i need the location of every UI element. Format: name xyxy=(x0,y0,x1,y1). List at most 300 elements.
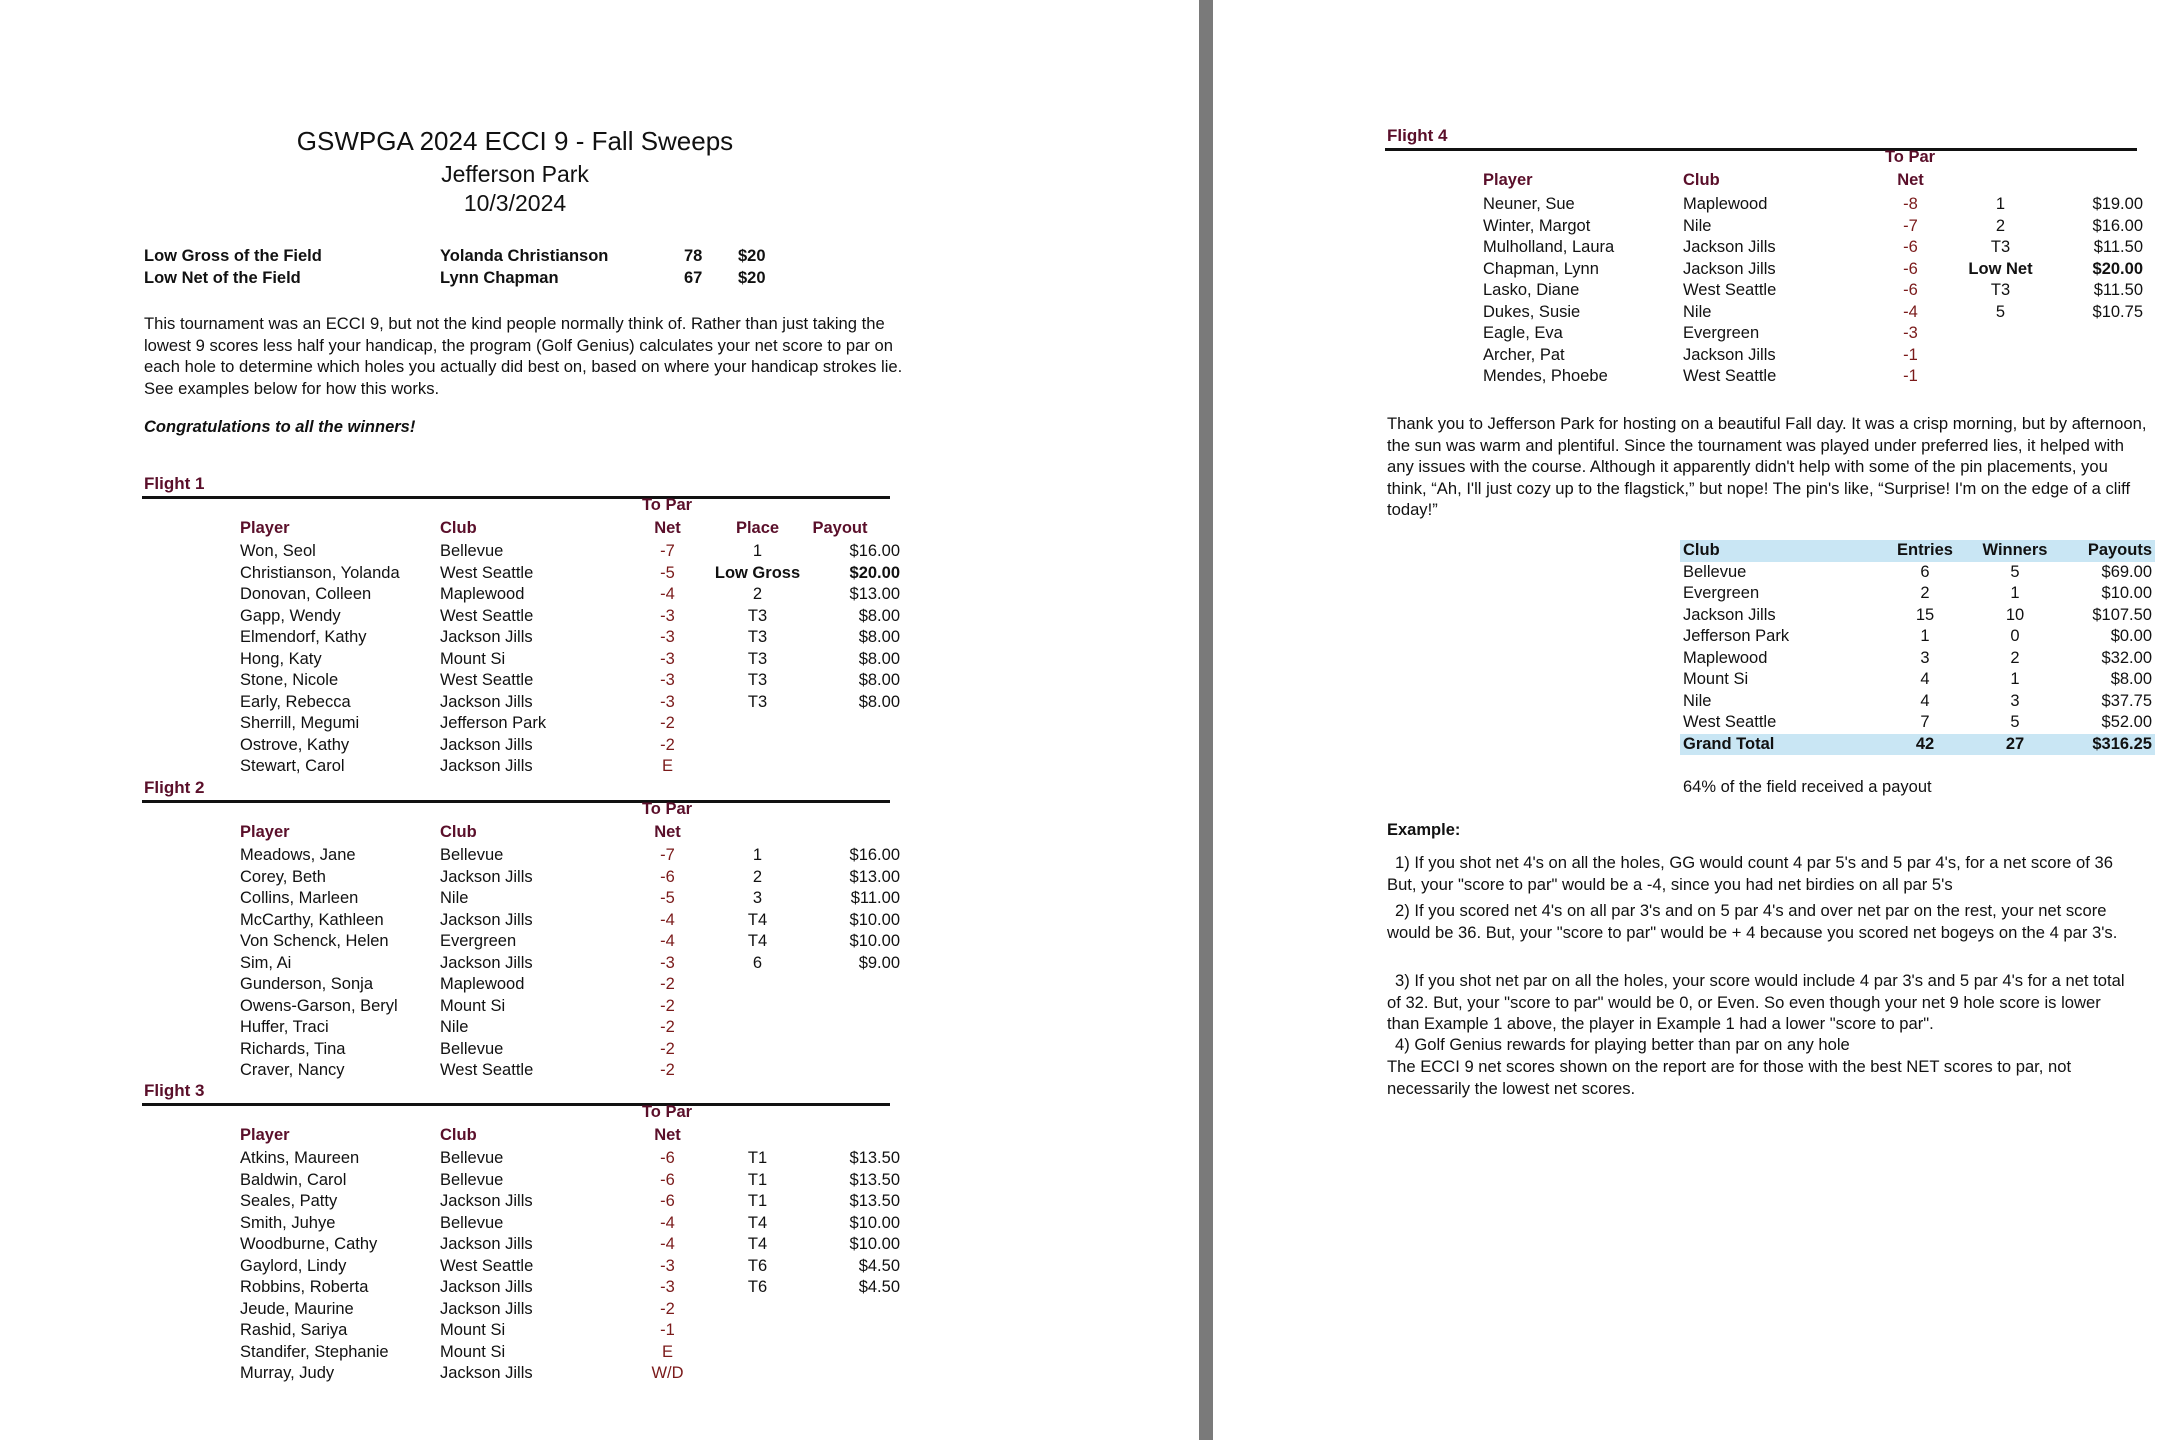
player-club: Nile xyxy=(440,889,469,907)
flight-1-rule xyxy=(142,496,890,499)
place xyxy=(695,756,820,778)
to-par-net: -1 xyxy=(660,1321,675,1339)
flight-3-table xyxy=(240,1148,900,1385)
place xyxy=(1938,345,2063,367)
player-name: Gapp, Wendy xyxy=(240,606,341,625)
flight-4-table xyxy=(1483,194,2143,388)
player-row xyxy=(240,1148,900,1170)
player-club: West Seattle xyxy=(440,671,534,689)
player-club: Jackson Jills xyxy=(440,735,533,754)
to-par-net: -6 xyxy=(660,1149,675,1167)
summary-header-winners: Winners xyxy=(1970,540,2060,562)
to-par-net: -4 xyxy=(660,585,675,603)
player-name: Sim, Ai xyxy=(240,953,292,972)
to-par-net: -2 xyxy=(660,1061,675,1079)
player-club: Jackson Jills xyxy=(1683,238,1776,256)
player-club: Jackson Jills xyxy=(440,910,533,929)
to-par-net: -5 xyxy=(660,563,675,582)
to-par-net: -7 xyxy=(1903,216,1918,235)
summary-header-club: Club xyxy=(1680,540,1880,562)
flight-1-table xyxy=(240,541,900,778)
to-par-net: -1 xyxy=(1903,345,1918,364)
to-par-net: -3 xyxy=(660,1278,675,1296)
example-item: 3) If you shot net par on all the holes, your score would include 4 par 3's and 5 par 4's for a net total of 32. But, your "score to par" would be 0, or Even. So even though your net 9 hole score is lower than Example 1 above, the player in Example 1 had a lower "score to par". xyxy=(1387,971,2125,1033)
to-par-net: -8 xyxy=(1903,195,1918,213)
summary-header-row xyxy=(1680,540,2155,562)
to-par-net: -4 xyxy=(1903,302,1918,321)
to-par-net: -2 xyxy=(660,1299,675,1318)
to-par-net: -7 xyxy=(660,542,675,560)
club-header: Club xyxy=(1683,171,1720,189)
player-name: Won, Seol xyxy=(240,542,316,560)
place: T6 xyxy=(747,1278,768,1296)
player-name: McCarthy, Kathleen xyxy=(240,910,384,929)
player-row xyxy=(240,1234,900,1256)
player-name: Atkins, Maureen xyxy=(240,1149,360,1167)
to-par-net: -6 xyxy=(1903,238,1918,256)
player-row xyxy=(240,867,900,889)
net-header: Net xyxy=(654,823,681,841)
report-title: GSWPGA 2024 ECCI 9 - Fall Sweeps xyxy=(296,126,734,156)
to-par-net: -2 xyxy=(660,735,675,754)
place xyxy=(695,1363,820,1385)
player-header: Player xyxy=(1483,171,1533,189)
player-name: Baldwin, Carol xyxy=(240,1170,347,1189)
club-summary-table xyxy=(1680,540,2155,755)
payout xyxy=(2063,345,2143,367)
summary-winners: 10 xyxy=(2005,605,2025,624)
flight-3-rule xyxy=(142,1103,890,1106)
flight-4-rule xyxy=(1385,148,2137,151)
player-row xyxy=(240,996,900,1018)
player-name: Dukes, Susie xyxy=(1483,302,1581,321)
player-row xyxy=(240,692,900,714)
to-par-net: -3 xyxy=(660,953,675,972)
player-row xyxy=(240,541,900,563)
player-club: Jackson Jills xyxy=(440,628,533,646)
place xyxy=(695,1017,820,1039)
to-par-net: -4 xyxy=(660,932,675,950)
player-name: Archer, Pat xyxy=(1483,345,1565,364)
player-name: Corey, Beth xyxy=(240,867,326,886)
payout-note: 64% of the field received a payout xyxy=(1683,778,1932,796)
payout: $19.00 xyxy=(2092,195,2143,213)
player-club: Jackson Jills xyxy=(440,867,533,886)
summary-entries: 4 xyxy=(1920,691,1930,710)
place: T3 xyxy=(747,671,768,689)
player-row xyxy=(240,649,900,671)
award-label: Low Net of the Field xyxy=(144,269,301,287)
to-par-net: -2 xyxy=(660,975,675,993)
example-item: 1) If you shot net 4's on all the holes, GG would count 4 par 5's and 5 par 4's, for a net score of 36 But, your "score to par" would be a -4, since you had net birdies on all par 5's xyxy=(1387,853,2113,894)
payout: $16.00 xyxy=(849,542,900,560)
club-header: Club xyxy=(440,519,477,537)
player-name: Owens-Garson, Beryl xyxy=(240,996,398,1015)
player-club: Bellevue xyxy=(440,846,504,864)
payout: $8.00 xyxy=(858,692,900,711)
place: T4 xyxy=(747,1213,768,1232)
player-club: Bellevue xyxy=(440,542,504,560)
to-par-net: -3 xyxy=(1903,324,1918,342)
payout: $8.00 xyxy=(858,671,900,689)
place-header: Place xyxy=(735,519,780,537)
summary-club: Nile xyxy=(1683,691,1712,710)
place: 2 xyxy=(752,867,763,886)
place: T4 xyxy=(747,932,768,950)
player-name: Woodburne, Cathy xyxy=(240,1235,378,1253)
player-club: Nile xyxy=(1683,216,1712,235)
payout: $13.50 xyxy=(849,1192,900,1210)
to-par-net: -2 xyxy=(660,714,675,732)
payout: $13.00 xyxy=(849,585,900,603)
player-row xyxy=(240,1191,900,1213)
player-club: Jackson Jills xyxy=(440,1278,533,1296)
congrats-text: Congratulations to all the winners! xyxy=(144,418,416,436)
player-club: Jackson Jills xyxy=(1683,259,1776,278)
to-par-net: -6 xyxy=(660,1170,675,1189)
place xyxy=(695,996,820,1018)
summary-club: Jefferson Park xyxy=(1683,627,1790,645)
summary-row xyxy=(1680,626,2155,648)
player-name: Gunderson, Sonja xyxy=(240,975,374,993)
example-item: 4) Golf Genius rewards for playing better than par on any hole xyxy=(1395,1035,1850,1054)
place: T4 xyxy=(747,910,768,929)
example-item: 2) If you scored net 4's on all par 3's and on 5 par 4's and over net par on the rest, your net score would be 36. But, your "score to par" would be + 4 because you scored net bogeys on the 4 par 3's. xyxy=(1387,901,2118,942)
to-par-net: E xyxy=(661,757,673,775)
payout xyxy=(820,1320,900,1342)
to-par-net: -3 xyxy=(660,649,675,668)
player-club: West Seattle xyxy=(440,563,534,582)
summary-total-row xyxy=(1680,734,2155,756)
payout: $11.50 xyxy=(2093,281,2143,299)
summary-payouts: $32.00 xyxy=(2101,648,2152,667)
summary-payouts: $316.25 xyxy=(2060,734,2155,756)
player-club: Maplewood xyxy=(440,975,525,993)
to-par-net: -3 xyxy=(660,692,675,711)
page-right xyxy=(1213,0,2174,1440)
payout: $4.50 xyxy=(858,1256,900,1275)
place: T3 xyxy=(1990,238,2011,256)
payout: $4.50 xyxy=(858,1278,900,1296)
player-club: Jackson Jills xyxy=(440,1235,533,1253)
summary-club: Grand Total xyxy=(1680,734,1880,756)
payout: $13.50 xyxy=(849,1170,900,1189)
summary-winners: 1 xyxy=(2010,584,2020,602)
summary-club: Jackson Jills xyxy=(1683,605,1776,624)
payout xyxy=(820,713,900,735)
payout: $10.00 xyxy=(849,910,900,929)
to-par-net: -2 xyxy=(660,1039,675,1058)
place: T3 xyxy=(747,628,768,646)
payout: $8.00 xyxy=(858,649,900,668)
award-prize: $20 xyxy=(738,269,766,287)
player-name: Christianson, Yolanda xyxy=(240,563,400,582)
award-player: Lynn Chapman xyxy=(440,269,559,287)
payout: $8.00 xyxy=(858,606,900,625)
award-score: 67 xyxy=(684,269,703,287)
place xyxy=(695,1060,820,1082)
payout: $10.00 xyxy=(849,1235,900,1253)
player-club: Mount Si xyxy=(440,1321,506,1339)
player-name: Elmendorf, Kathy xyxy=(240,628,367,646)
player-name: Richards, Tina xyxy=(240,1039,346,1058)
player-name: Winter, Margot xyxy=(1483,216,1591,235)
summary-entries: 4 xyxy=(1920,670,1930,688)
summary-entries: 3 xyxy=(1920,648,1930,667)
summary-payouts: $69.00 xyxy=(2101,562,2152,581)
to-par-net: -3 xyxy=(660,671,675,689)
flight-2-label: Flight 2 xyxy=(144,778,205,797)
net-header: Net xyxy=(654,1126,681,1144)
summary-payouts: $10.00 xyxy=(2101,584,2152,602)
player-row xyxy=(240,910,900,932)
summary-winners: 27 xyxy=(1970,734,2060,756)
player-row xyxy=(240,845,900,867)
summary-entries: 2 xyxy=(1920,584,1930,602)
player-header: Player xyxy=(240,1126,290,1144)
summary-row xyxy=(1680,562,2155,584)
player-row xyxy=(240,563,900,585)
place: T3 xyxy=(1990,281,2011,299)
to-par-net: -3 xyxy=(660,606,675,625)
payout xyxy=(2063,366,2143,388)
player-name: Jeude, Maurine xyxy=(240,1299,354,1318)
summary-entries: 15 xyxy=(1915,605,1935,624)
player-club: Nile xyxy=(440,1018,469,1036)
player-row xyxy=(1483,280,2143,302)
summary-payouts: $52.00 xyxy=(2101,713,2152,731)
place: Low Gross xyxy=(714,563,801,582)
player-row xyxy=(240,1170,900,1192)
club-header: Club xyxy=(440,1126,477,1144)
to-par-net: -4 xyxy=(660,1235,675,1253)
payout xyxy=(820,1342,900,1364)
player-header: Player xyxy=(240,519,290,537)
player-name: Donovan, Colleen xyxy=(240,585,372,603)
place: T4 xyxy=(747,1235,768,1253)
summary-club: Evergreen xyxy=(1683,584,1760,602)
place: 2 xyxy=(1995,216,2006,235)
player-club: West Seattle xyxy=(1683,367,1777,385)
player-name: Murray, Judy xyxy=(240,1364,335,1382)
club-header: Club xyxy=(440,823,477,841)
payout xyxy=(820,1017,900,1039)
flight-2-rule xyxy=(142,800,890,803)
player-row xyxy=(240,1299,900,1321)
report-date: 10/3/2024 xyxy=(463,190,567,216)
summary-entries: 1 xyxy=(1920,627,1930,645)
payout xyxy=(820,1299,900,1321)
to-par-net: -2 xyxy=(660,996,675,1015)
summary-winners: 5 xyxy=(2010,562,2020,581)
player-row xyxy=(240,756,900,778)
player-row xyxy=(240,888,900,910)
flight-1-label: Flight 1 xyxy=(144,474,205,493)
net-header: Net xyxy=(1897,171,1924,189)
to-par-net: E xyxy=(661,1342,673,1361)
flight-4-label: Flight 4 xyxy=(1387,126,1448,145)
summary-club: West Seattle xyxy=(1683,713,1777,731)
award-label: Low Gross of the Field xyxy=(144,247,322,265)
to-par-net: -7 xyxy=(660,846,675,864)
player-name: Sherrill, Megumi xyxy=(240,714,360,732)
summary-row xyxy=(1680,648,2155,670)
payout: $10.00 xyxy=(849,932,900,950)
payout: $10.75 xyxy=(2092,302,2143,321)
place: 1 xyxy=(752,542,763,560)
player-name: Robbins, Roberta xyxy=(240,1278,369,1296)
player-name: Hong, Katy xyxy=(240,649,322,668)
player-row xyxy=(240,670,900,692)
to-par-net: -3 xyxy=(660,1256,675,1275)
place: T3 xyxy=(747,649,768,668)
player-row xyxy=(240,584,900,606)
place xyxy=(1938,366,2063,388)
player-name: Meadows, Jane xyxy=(240,846,356,864)
player-name: Mulholland, Laura xyxy=(1483,238,1615,256)
player-row xyxy=(240,1363,900,1385)
player-club: West Seattle xyxy=(440,1256,534,1275)
player-row xyxy=(240,1277,900,1299)
summary-header-entries: Entries xyxy=(1880,540,1970,562)
player-club: Bellevue xyxy=(440,1149,504,1167)
place: 1 xyxy=(752,846,763,864)
payout xyxy=(820,996,900,1018)
player-row xyxy=(1483,345,2143,367)
to-par-net: -4 xyxy=(660,1213,675,1232)
place: 2 xyxy=(752,585,763,603)
place xyxy=(695,974,820,996)
player-club: Nile xyxy=(1683,302,1712,321)
player-row xyxy=(1483,323,2143,345)
payout xyxy=(820,1039,900,1061)
summary-winners: 1 xyxy=(2010,670,2020,688)
payout xyxy=(820,1060,900,1082)
report-venue: Jefferson Park xyxy=(441,161,589,187)
player-club: Mount Si xyxy=(440,996,506,1015)
player-row xyxy=(240,1039,900,1061)
player-name: Eagle, Eva xyxy=(1483,324,1563,342)
payout: $13.50 xyxy=(849,1149,900,1167)
to-par-net: -6 xyxy=(1903,281,1918,299)
player-row xyxy=(1483,259,2143,281)
player-row xyxy=(1483,237,2143,259)
place xyxy=(695,1320,820,1342)
player-club: West Seattle xyxy=(1683,281,1777,299)
place: T6 xyxy=(747,1256,768,1275)
summary-row xyxy=(1680,712,2155,734)
payout: $8.00 xyxy=(858,628,900,646)
summary-row xyxy=(1680,605,2155,627)
player-row xyxy=(1483,194,2143,216)
payout: $20.00 xyxy=(849,563,900,582)
player-row xyxy=(240,931,900,953)
player-club: Bellevue xyxy=(440,1170,504,1189)
summary-row xyxy=(1680,583,2155,605)
player-club: Jackson Jills xyxy=(440,1192,533,1210)
player-name: Neuner, Sue xyxy=(1483,195,1575,213)
payout xyxy=(820,756,900,778)
place xyxy=(695,1342,820,1364)
player-name: Smith, Juhye xyxy=(240,1213,336,1232)
examples-footer: The ECCI 9 net scores shown on the report are for those with the best NET scores to par, not necessarily the lowest net scores. xyxy=(1387,1057,2072,1098)
player-row xyxy=(240,1213,900,1235)
payout: $13.00 xyxy=(849,867,900,886)
player-name: Ostrove, Kathy xyxy=(240,735,350,754)
payout xyxy=(820,735,900,757)
player-club: Mount Si xyxy=(440,649,506,668)
payout: $11.00 xyxy=(850,889,900,907)
player-club: Evergreen xyxy=(1683,324,1760,342)
player-row xyxy=(240,735,900,757)
to-par-net: -6 xyxy=(660,867,675,886)
player-name: Mendes, Phoebe xyxy=(1483,367,1608,385)
place: 3 xyxy=(752,889,763,907)
player-club: Mount Si xyxy=(440,1342,506,1361)
player-row xyxy=(240,1017,900,1039)
player-club: Evergreen xyxy=(440,932,517,950)
player-name: Early, Rebecca xyxy=(240,692,351,711)
to-par-header: To Par xyxy=(641,496,693,514)
flight-2-table xyxy=(240,845,900,1082)
to-par-net: -4 xyxy=(660,910,675,929)
examples-heading: Example: xyxy=(1387,821,1461,839)
place: Low Net xyxy=(1968,259,2033,278)
place: T3 xyxy=(747,692,768,711)
player-name: Stone, Nicole xyxy=(240,671,339,689)
player-club: Jackson Jills xyxy=(440,953,533,972)
player-name: Von Schenck, Helen xyxy=(240,932,389,950)
player-row xyxy=(240,1060,900,1082)
place xyxy=(695,735,820,757)
summary-entries: 6 xyxy=(1920,562,1930,581)
player-row xyxy=(1483,366,2143,388)
summary-row xyxy=(1680,669,2155,691)
thanks-paragraph: Thank you to Jefferson Park for hosting on a beautiful Fall day. It was a crisp morning, but by afternoon, the sun was warm and plentiful. Since the tournament was played under preferred lies, it helped with any issues with the course. Although it apparently didn't help with some of the pin placements, you think, “Ah, I'll just cozy up to the flagstick,” but nope! The pin's like, “Surprise! I'm on the edge of a cliff today!” xyxy=(1387,414,2147,519)
intro-paragraph: This tournament was an ECCI 9, but not the kind people normally think of. Rather than just taking the lowest 9 scores less half your handicap, the program (Golf Genius) calculates your net score to par on each hole to determine which holes you actually did best on, based on where your handicap strokes lie. See examples below for how this works. xyxy=(144,314,903,398)
player-club: Bellevue xyxy=(440,1039,504,1058)
to-par-net: W/D xyxy=(651,1364,684,1382)
place: 6 xyxy=(752,953,763,972)
player-row xyxy=(240,1256,900,1278)
place xyxy=(695,713,820,735)
player-club: Jefferson Park xyxy=(440,714,547,732)
player-club: Jackson Jills xyxy=(440,757,533,775)
place xyxy=(695,1039,820,1061)
player-club: Jackson Jills xyxy=(440,692,533,711)
payout xyxy=(2063,323,2143,345)
place: 1 xyxy=(1995,195,2006,213)
player-row xyxy=(240,627,900,649)
player-name: Gaylord, Lindy xyxy=(240,1256,347,1275)
summary-payouts: $0.00 xyxy=(2110,627,2152,645)
to-par-net: -3 xyxy=(660,628,675,646)
summary-winners: 0 xyxy=(2010,627,2020,645)
player-row xyxy=(240,606,900,628)
player-row xyxy=(240,713,900,735)
payout: $16.00 xyxy=(849,846,900,864)
player-name: Lasko, Diane xyxy=(1483,281,1580,299)
to-par-net: -6 xyxy=(1903,259,1918,278)
award-player: Yolanda Christianson xyxy=(440,247,609,265)
flight-3-label: Flight 3 xyxy=(144,1081,205,1100)
award-prize: $20 xyxy=(738,247,766,265)
player-row xyxy=(240,974,900,996)
summary-payouts: $8.00 xyxy=(2110,670,2152,688)
to-par-net: -5 xyxy=(660,889,675,907)
place: 5 xyxy=(1995,302,2006,321)
player-header: Player xyxy=(240,823,290,841)
